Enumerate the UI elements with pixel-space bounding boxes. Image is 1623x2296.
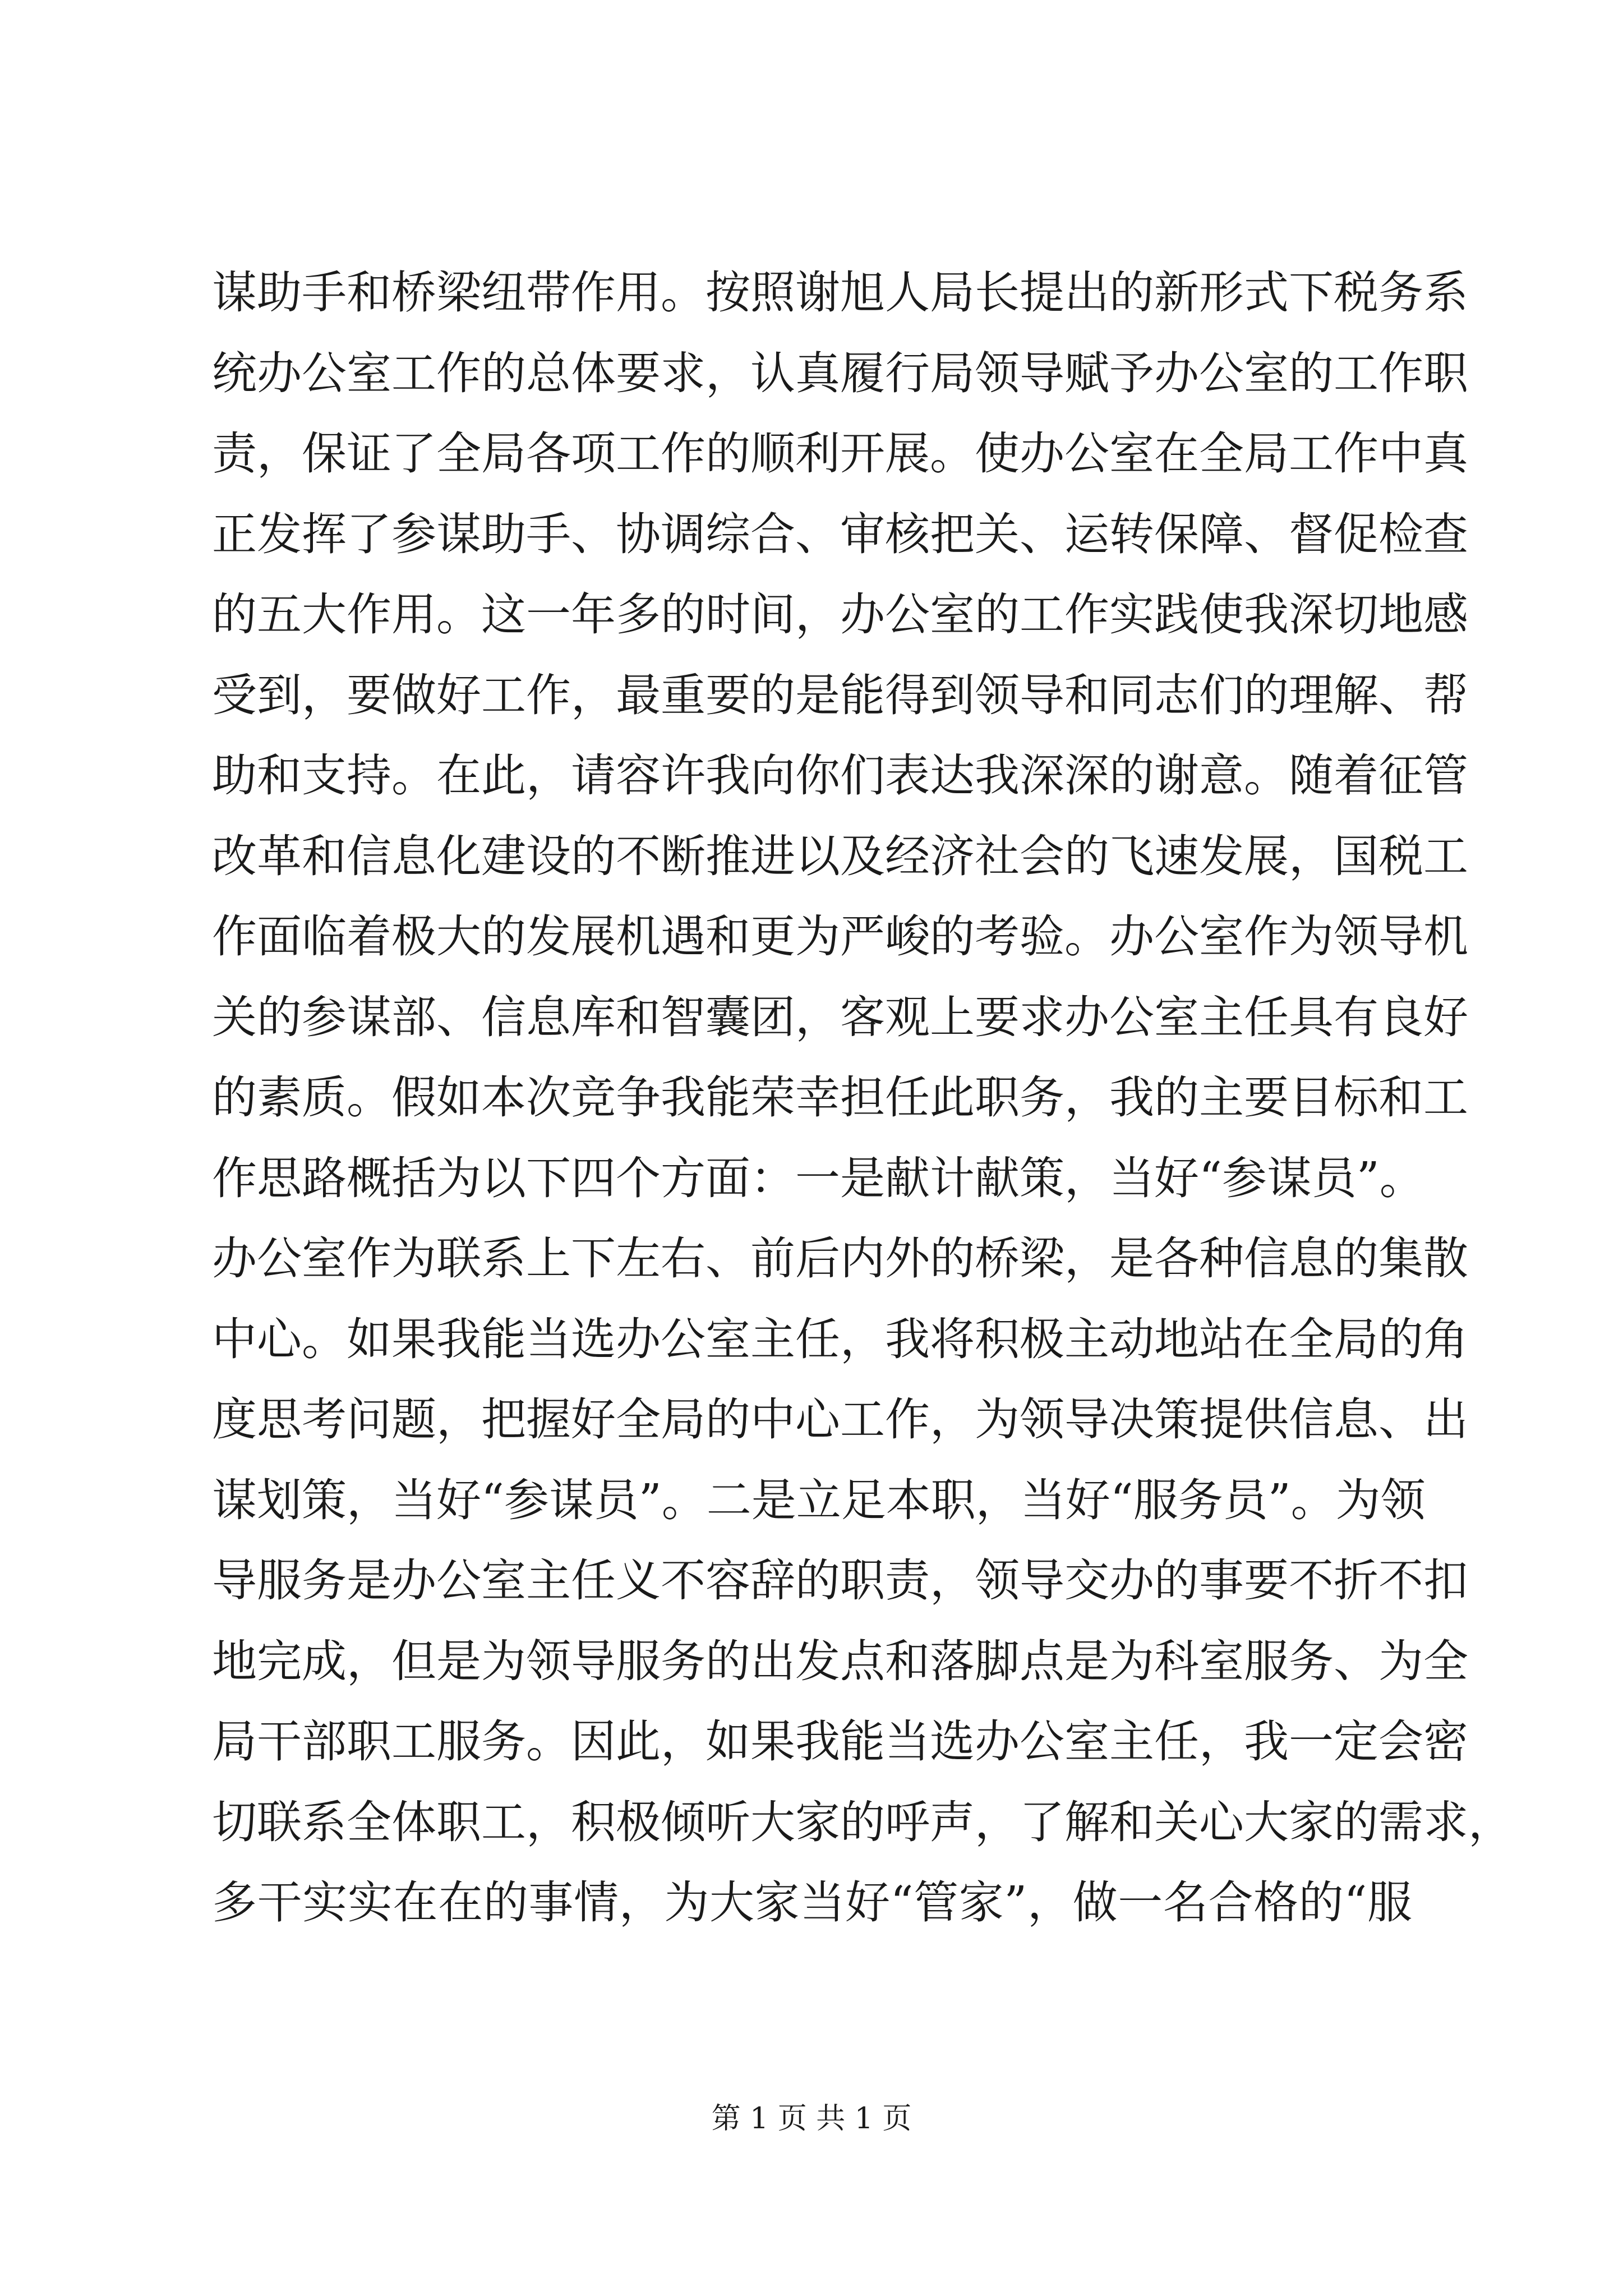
text-line: 正发挥了参谋助手、协调综合、审核把关、运转保障、督促检查 <box>212 508 1468 560</box>
text-line: 谋助手和桥梁纽带作用。按照谢旭人局长提出的新形式下税务系 <box>212 266 1468 319</box>
text-line: 的五大作用。这一年多的时间，办公室的工作实践使我深切地感 <box>212 588 1468 641</box>
body-text <box>212 252 1513 1943</box>
text-line: 导服务是办公室主任义不容辞的职责，领导交办的事要不折不扣 <box>212 1554 1468 1607</box>
text-line: 的素质。假如本次竞争我能荣幸担任此职务，我的主要目标和工 <box>212 1071 1468 1124</box>
text-line: 谋划策，当好“参谋员”。二是立足本职，当好“服务员”。为领 <box>212 1474 1426 1526</box>
text-line: 改革和信息化建设的不断推进以及经济社会的飞速发展，国税工 <box>212 830 1468 882</box>
text-line: 切联系全体职工，积极倾听大家的呼声，了解和关心大家的需求， <box>212 1796 1513 1848</box>
text-line: 受到，要做好工作，最重要的是能得到领导和同志们的理解、帮 <box>212 669 1468 721</box>
text-line: 局干部职工服务。因此，如果我能当选办公室主任，我一定会密 <box>212 1715 1468 1768</box>
text-line: 责，保证了全局各项工作的顺利开展。使办公室在全局工作中真 <box>212 427 1468 480</box>
text-line: 中心。如果我能当选办公室主任，我将积极主动地站在全局的角 <box>212 1313 1468 1365</box>
text-line: 度思考问题，把握好全局的中心工作，为领导决策提供信息、出 <box>212 1393 1468 1446</box>
text-line: 多干实实在在的事情，为大家当好“管家”，做一名合格的“服 <box>212 1876 1412 1929</box>
text-line: 作面临着极大的发展机遇和更为严峻的考验。办公室作为领导机 <box>212 910 1468 963</box>
page-number-footer: 第 1 页 共 1 页 <box>711 2102 912 2136</box>
text-line: 地完成，但是为领导服务的出发点和落脚点是为科室服务、为全 <box>212 1635 1468 1687</box>
text-line: 关的参谋部、信息库和智囊团，客观上要求办公室主任具有良好 <box>212 991 1468 1043</box>
text-line: 作思路概括为以下四个方面：一是献计献策，当好“参谋员”。 <box>212 1152 1424 1204</box>
text-line: 助和支持。在此，请容许我向你们表达我深深的谢意。随着征管 <box>212 749 1468 802</box>
text-line: 办公室作为联系上下左右、前后内外的桥梁，是各种信息的集散 <box>212 1232 1468 1285</box>
text-line: 统办公室工作的总体要求，认真履行局领导赋予办公室的工作职 <box>212 347 1468 399</box>
